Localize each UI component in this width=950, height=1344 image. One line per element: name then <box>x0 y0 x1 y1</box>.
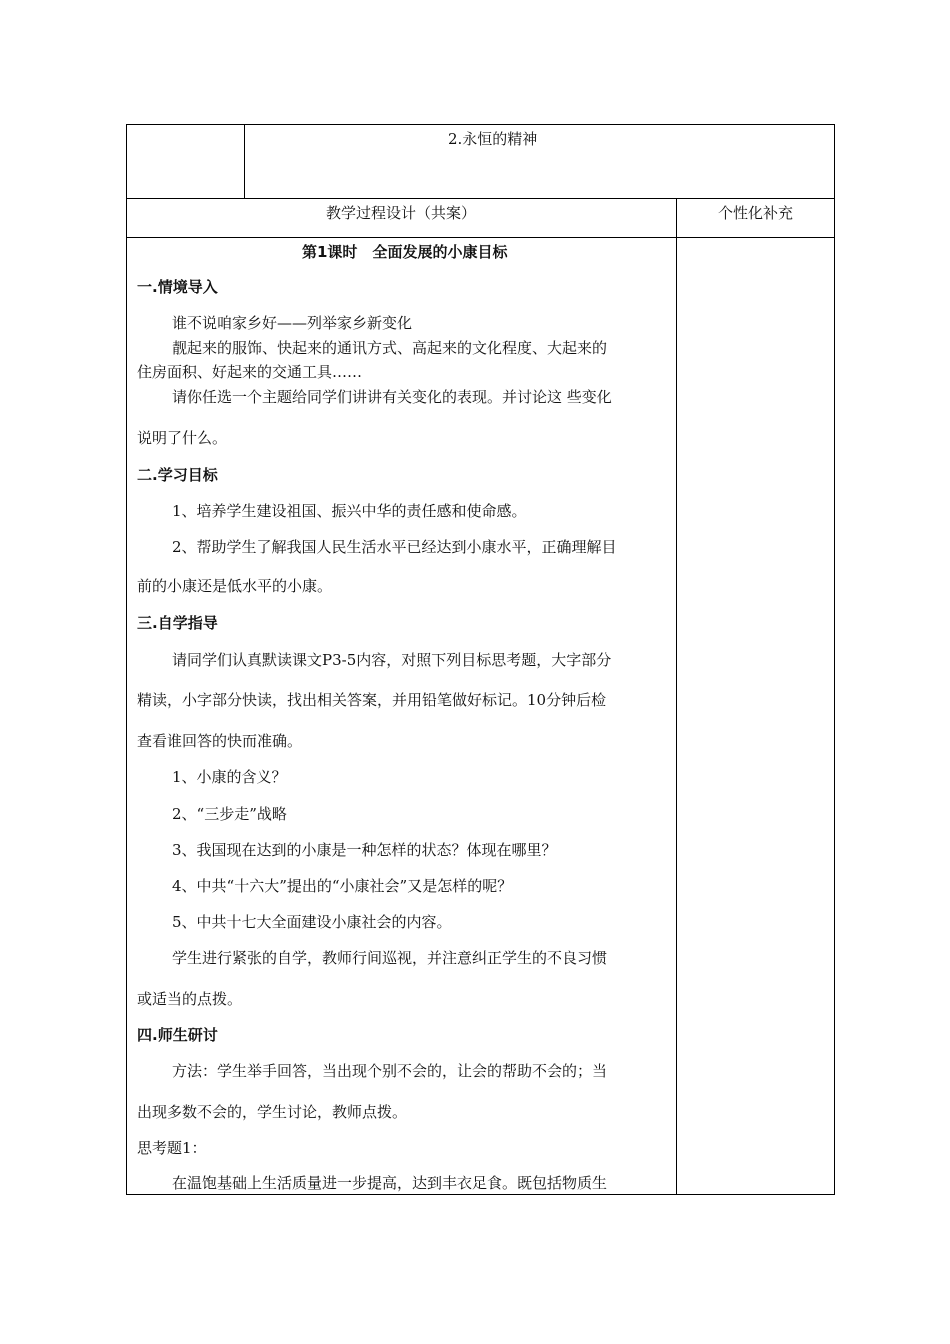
paragraph: 住房面积、好起来的交通工具…… <box>137 363 363 381</box>
section-heading: 三.自学指导 <box>137 614 218 632</box>
paragraph: 方法：学生举手回答，当出现个别不会的，让会的帮助不会的；当 <box>172 1062 608 1080</box>
paragraph: 2、帮助学生了解我国人民生活水平已经达到小康水平，正确理解目 <box>172 538 617 556</box>
paragraph: 学生进行紧张的自学，教师行间巡视，并注意纠正学生的不良习惯 <box>172 949 608 967</box>
paragraph: 前的小康还是低水平的小康。 <box>137 577 333 595</box>
chapter-title: 2.永恒的精神 <box>448 130 538 148</box>
paragraph: 在温饱基础上生活质量进一步提高，达到丰衣足食。既包括物质生 <box>172 1174 608 1192</box>
list-item: 2、“三步走”战略 <box>172 805 287 823</box>
paragraph: 思考题1： <box>137 1139 207 1157</box>
process-design-heading: 教学过程设计（共案） <box>325 204 476 222</box>
paragraph: 靓起来的服饰、快起来的通讯方式、高起来的文化程度、大起来的 <box>172 339 608 357</box>
paragraph: 出现多数不会的，学生讨论，教师点拨。 <box>137 1103 408 1121</box>
personalized-supplement-heading: 个性化补充 <box>717 204 793 222</box>
paragraph: 说明了什么。 <box>137 429 228 447</box>
paragraph: 或适当的点拨。 <box>137 990 243 1008</box>
list-item: 3、我国现在达到的小康是一种怎样的状态？体现在哪里？ <box>172 841 557 859</box>
list-item: 5、中共十七大全面建设小康社会的内容。 <box>172 913 452 931</box>
paragraph: 谁不说咱家乡好——列举家乡新变化 <box>172 314 413 332</box>
lesson-title: 第1课时 全面发展的小康目标 <box>302 243 508 261</box>
row-divider <box>126 198 835 199</box>
supplement-column-divider <box>676 198 677 1195</box>
list-item: 1、小康的含义？ <box>172 768 287 786</box>
list-item: 4、中共“十六大”提出的“小康社会”又是怎样的呢？ <box>172 877 513 895</box>
row-divider <box>126 237 835 238</box>
paragraph: 查看谁回答的快而准确。 <box>137 732 303 750</box>
paragraph: 1、培养学生建设祖国、振兴中华的责任感和使命感。 <box>172 502 527 520</box>
section-heading: 一.情境导入 <box>137 278 218 296</box>
section-heading: 二.学习目标 <box>137 466 218 484</box>
paragraph: 请你任选一个主题给同学们讲讲有关变化的表现。并讨论这 些变化 <box>172 388 612 406</box>
header-cell-divider <box>244 124 245 198</box>
paragraph: 请同学们认真默读课文P3-5内容，对照下列目标思考题，大字部分 <box>172 651 612 669</box>
section-heading: 四.师生研讨 <box>137 1026 218 1044</box>
paragraph: 精读，小字部分快读，找出相关答案，并用铅笔做好标记。10分钟后检 <box>137 691 607 709</box>
